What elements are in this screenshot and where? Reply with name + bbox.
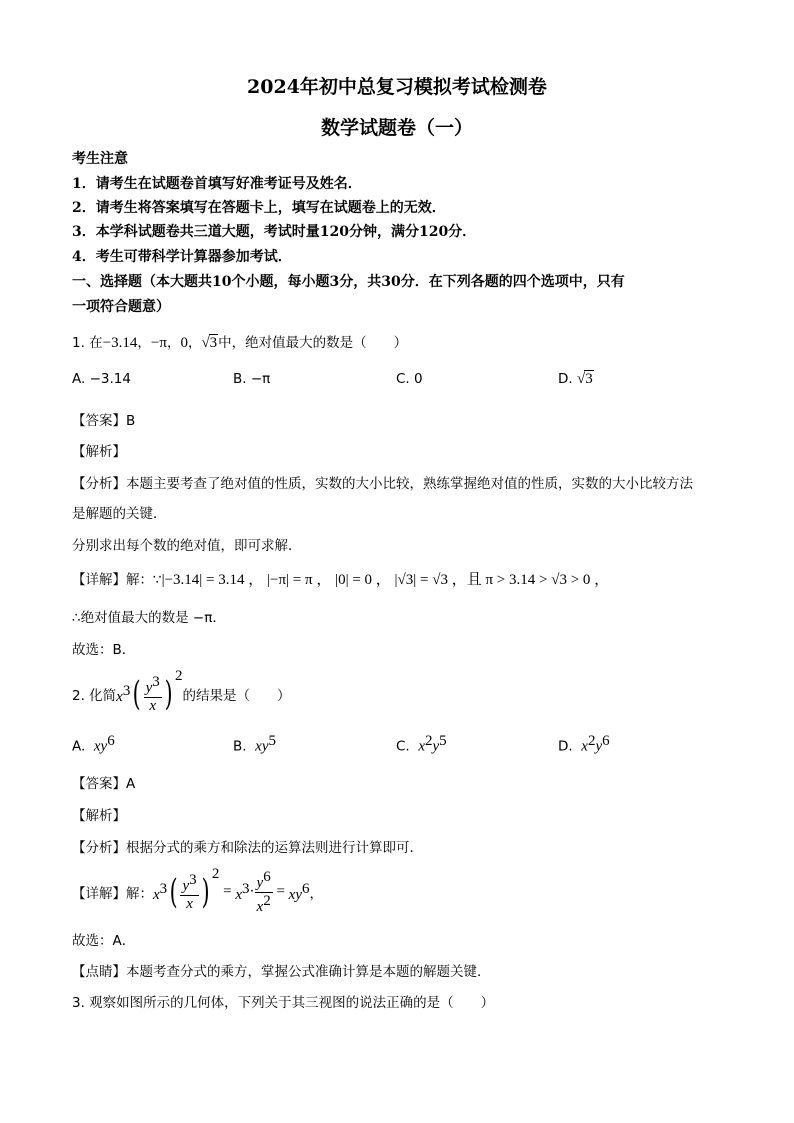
q1-analysis-line-1: 【分析】本题主要考查了绝对值的性质，实数的大小比较，熟练掌握绝对值的性质，实数的大小比较方法	[72, 476, 693, 492]
q2-option-a: A. $xy^6$	[72, 733, 115, 755]
q2-option-d: D. $x^2y^6$	[558, 733, 610, 755]
exam-title: 2024年初中总复习模拟考试检测卷	[247, 76, 547, 98]
exam-subtitle: 数学试题卷（一）	[320, 117, 473, 139]
q2-stem: 2. 化简$x^3$( $\frac{y^3}{x}$ ) $^2$的结果是（ ）	[72, 668, 291, 714]
notice-item-3: 3．本学科试题卷共三道大题，考试时量120分钟，满分120分．	[72, 224, 477, 240]
q2-analysis: 【分析】根据分式的乘方和除法的运算法则进行计算即可．	[72, 840, 423, 856]
notice-heading: 考生注意	[72, 151, 128, 167]
notice-item-2: 2．请考生将答案填写在答题卡上，填写在试题卷上的无效．	[72, 200, 446, 216]
q1-analysis-label: 【解析】	[72, 444, 126, 460]
q2-analysis-label: 【解析】	[72, 808, 126, 824]
q1-analysis-line-2: 是解题的关键．	[72, 506, 167, 522]
q1-analysis-line-3: 分别求出每个数的绝对值，即可求解．	[72, 538, 302, 554]
q1-option-c: C. 0	[396, 371, 423, 387]
notice-item-1: 1．请考生在试题卷首填写好准考证号及姓名．	[72, 176, 362, 192]
q1-option-d: D. √3	[558, 371, 593, 387]
q3-stem: 3. 观察如图所示的几何体，下列关于其三视图的说法正确的是（ ）	[72, 995, 495, 1011]
q2-answer: 【答案】A	[72, 776, 136, 792]
q1-option-b: B. −π	[233, 371, 271, 387]
section1-instructions-cont: 一项符合题意）	[72, 299, 170, 315]
q2-comment: 【点睛】本题考查分式的乘方，掌握公式准确计算是本题的解题关键．	[72, 964, 491, 980]
q2-option-b: B. $xy^5$	[233, 733, 276, 755]
q1-conclusion: ∴绝对值最大的数是 −π．	[72, 610, 226, 626]
section1-instructions: 一、选择题（本大题共10个小题，每小题3分，共30分．在下列各题的四个选项中，只有	[72, 274, 625, 290]
q1-stem: 1. 在−3.14，−π，0，√3中，绝对值最大的数是（ ）	[72, 335, 408, 351]
q1-detail: 【详解】解：∵|−3.14| = 3.14 ， |−π| = π ， |0| = 0 ， |√3| = √3 ，且 π > 3.14 > √3 > 0 ，	[72, 572, 610, 588]
q2-detail: 【详解】解：$x^3$( $\frac{y^3}{x}$ ) $^2 = x^3\cdot$ $\frac{y^6}{x^2}$ = $xy^6$，	[72, 866, 323, 915]
q2-choose: 故选：A．	[72, 933, 136, 949]
notice-item-4: 4．考生可带科学计算器参加考试．	[72, 249, 292, 265]
q2-option-c: C. $x^2y^5$	[396, 733, 447, 755]
q1-answer: 【答案】B	[72, 413, 136, 429]
q1-choose: 故选：B．	[72, 642, 136, 658]
q1-option-a: A. −3.14	[72, 371, 131, 387]
